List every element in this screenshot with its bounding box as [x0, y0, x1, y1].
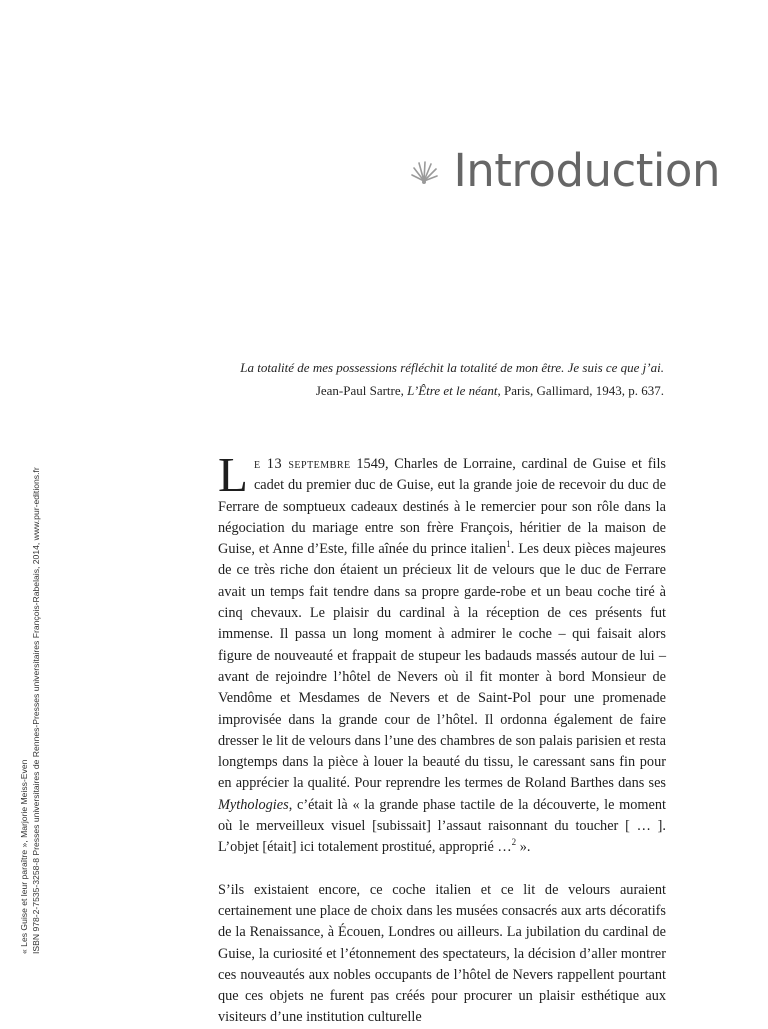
- sidebar-citation: « Les Guise et leur paraître », Marjorie Meiss-Even: [19, 759, 29, 954]
- epigraph: [194, 356, 664, 402]
- drop-cap: L: [218, 447, 248, 502]
- paragraph-1-text-b: . Les deux pièces majeures de ce très riche don étaient un précieux lit de velours que le duc de Ferrare avait un temps fait tendre dans sa propre garde-robe et un beau coche tiré à cinq chevaux. Le plaisir du cardinal à la réception de ces présents fut immense. Il passa un long moment à admirer le coche – qui faisait alors figure de nouveauté et frappait de stupeur les badauds massés autour de lui – avant de rejoindre l’hôtel de Nevers où il fit monter à bord Monsieur de Vendôme et Mesdames de Nevers et de Saint-Pol pour une promenade improvisée dans la grande cour de l’hôtel. Il ordonna également de faire dresser le lit de velours dans l’une des chambres de son palais parisien et resta longtemps dans la pièce à louer la beauté du tissu, le caressant sans fin pour en apprécier la qualité. Pour reprendre les termes de Roland Barthes dans ses: [218, 541, 666, 792]
- paragraph-1-italic: Mythologies: [218, 796, 289, 813]
- paragraph-2: S’ils existaient encore, ce coche italien et ce lit de velours auraient certainement une place de choix dans les musées consacrés aux arts décoratifs de la Renaissance, à Écouen, Londres ou ailleurs. La jubilation du cardinal de Guise, la curiosité et l’étonnement des spectateurs, la décision d’aller montrer ces nouveautés aux nobles occupants de l’hôtel de Nevers rappellent pourtant que ces objets ne furent pas créés pour procurer un plaisir esthétique aux visiteurs d’une institution culturelle: [218, 881, 666, 1026]
- copyright-sidebar: [18, 446, 44, 972]
- epigraph-source: [194, 379, 664, 402]
- footnote-ref-1[interactable]: 1: [506, 539, 511, 550]
- sidebar-isbn: ISBN 978-2-7535-3258-8 Presses universitaires de Rennes-Presses universitaires François-Rabelais, 2014, www.pur-editions.fr: [31, 467, 41, 954]
- footnote-ref-2[interactable]: 2: [511, 837, 517, 848]
- paragraph-1-text-c: , c’était là « la grande phase tactile de la découverte, le moment où le merveilleux visuel [subissait] l’assaut raisonnant du toucher [ … ]. L’objet [était] ici totalement prostitué, approprié …: [218, 796, 666, 856]
- opening-smallcaps: e 13 septembre: [253, 456, 351, 472]
- epigraph-publication: , Paris, Gallimard, 1943, p. 637.: [497, 383, 664, 398]
- paragraph-1-text-d: ».: [516, 839, 531, 856]
- body-text: [218, 447, 666, 1029]
- epigraph-work: L’Être et le néant: [407, 383, 498, 398]
- paragraph-1-text-a: 1549, Charles de Lorraine, cardinal de Guise et fils cadet du premier duc de Guise, eut la grande joie de recevoir du duc de Ferrare de somptueux cadeaux destinés à le remercier pour son rôle dans la négociation du mariage entre son frère François, héritier de la maison de Guise, et Anne d’Este, fille aînée du prince italien: [218, 456, 666, 558]
- epigraph-quote: La totalité de mes possessions réfléchit la totalité de mon être. Je suis ce que j’ai.: [240, 360, 664, 375]
- epigraph-author: Jean-Paul Sartre,: [315, 383, 408, 398]
- paragraph-1: [218, 447, 666, 859]
- chapter-title: Introduction: [453, 144, 720, 197]
- chapter-heading: [409, 144, 720, 197]
- shell-icon: [409, 159, 439, 189]
